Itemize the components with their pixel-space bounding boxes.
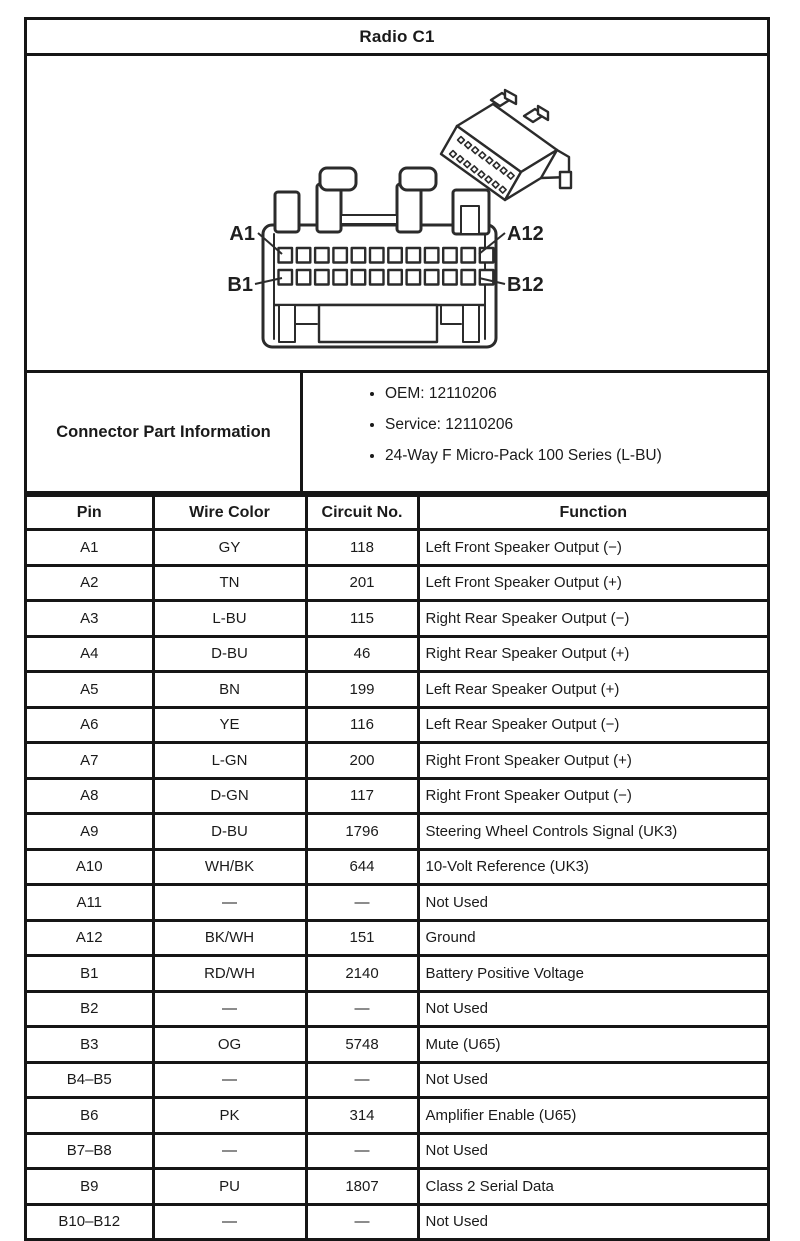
header-circuit-no: Circuit No. bbox=[306, 496, 418, 530]
connector-isometric-view bbox=[441, 90, 571, 200]
function-cell: Mute (U65) bbox=[418, 1027, 767, 1063]
pin-cell: A6 bbox=[27, 707, 153, 743]
pin-slot bbox=[297, 248, 311, 263]
function-cell: 10-Volt Reference (UK3) bbox=[418, 849, 767, 885]
pin-cell: B1 bbox=[27, 956, 153, 992]
wire-color-cell: PK bbox=[153, 1098, 306, 1134]
pin-slot bbox=[407, 248, 421, 263]
table-row bbox=[27, 956, 767, 992]
pin-slot bbox=[315, 270, 329, 285]
table-row bbox=[27, 636, 767, 672]
circuit-no-cell: — bbox=[306, 1133, 418, 1169]
wire-color-cell: RD/WH bbox=[153, 956, 306, 992]
pin-cell: A8 bbox=[27, 778, 153, 814]
pin-label-b1: B1 bbox=[227, 274, 253, 296]
circuit-no-cell: 1807 bbox=[306, 1169, 418, 1205]
pin-slot bbox=[443, 270, 457, 285]
circuit-no-cell: 2140 bbox=[306, 956, 418, 992]
pin-cell: A11 bbox=[27, 885, 153, 921]
function-cell: Left Front Speaker Output (+) bbox=[418, 565, 767, 601]
table-row bbox=[27, 920, 767, 956]
pin-slot bbox=[462, 270, 476, 285]
circuit-no-cell: 118 bbox=[306, 530, 418, 566]
pin-slot bbox=[388, 248, 402, 263]
pin-slot bbox=[480, 248, 494, 263]
table-row bbox=[27, 1133, 767, 1169]
table-row bbox=[27, 1169, 767, 1205]
function-cell: Not Used bbox=[418, 1062, 767, 1098]
function-cell: Ground bbox=[418, 920, 767, 956]
function-cell: Class 2 Serial Data bbox=[418, 1169, 767, 1205]
function-cell: Right Front Speaker Output (−) bbox=[418, 778, 767, 814]
pin-cell: B6 bbox=[27, 1098, 153, 1134]
wire-color-cell: D-GN bbox=[153, 778, 306, 814]
pin-cell: A1 bbox=[27, 530, 153, 566]
pin-slot bbox=[425, 270, 439, 285]
circuit-no-cell: — bbox=[306, 1204, 418, 1238]
wire-color-cell: PU bbox=[153, 1169, 306, 1205]
function-cell: Right Rear Speaker Output (−) bbox=[418, 601, 767, 637]
pin-slot bbox=[462, 248, 476, 263]
pin-slot bbox=[407, 270, 421, 285]
wire-color-cell: YE bbox=[153, 707, 306, 743]
pin-slot bbox=[370, 248, 384, 263]
wire-color-cell: — bbox=[153, 1133, 306, 1169]
wire-color-cell: — bbox=[153, 1204, 306, 1238]
table-row bbox=[27, 1098, 767, 1134]
circuit-no-cell: 1796 bbox=[306, 814, 418, 850]
pin-slot bbox=[370, 270, 384, 285]
function-cell: Right Rear Speaker Output (+) bbox=[418, 636, 767, 672]
function-cell: Amplifier Enable (U65) bbox=[418, 1098, 767, 1134]
circuit-no-cell: — bbox=[306, 1062, 418, 1098]
pin-cell: A4 bbox=[27, 636, 153, 672]
pin-cell: B9 bbox=[27, 1169, 153, 1205]
pin-slot bbox=[315, 248, 329, 263]
function-cell: Not Used bbox=[418, 1133, 767, 1169]
function-cell: Left Rear Speaker Output (−) bbox=[418, 707, 767, 743]
pin-cell: A7 bbox=[27, 743, 153, 779]
circuit-no-cell: 314 bbox=[306, 1098, 418, 1134]
pin-slot bbox=[297, 270, 311, 285]
pin-cell: A3 bbox=[27, 601, 153, 637]
function-cell: Left Front Speaker Output (−) bbox=[418, 530, 767, 566]
table-row bbox=[27, 530, 767, 566]
wire-color-cell: L-BU bbox=[153, 601, 306, 637]
connector-front-view bbox=[263, 168, 496, 347]
pin-cell: A5 bbox=[27, 672, 153, 708]
table-row bbox=[27, 849, 767, 885]
pin-slot bbox=[279, 248, 293, 263]
wire-color-cell: D-BU bbox=[153, 636, 306, 672]
circuit-no-cell: 201 bbox=[306, 565, 418, 601]
circuit-no-cell: 199 bbox=[306, 672, 418, 708]
part-info-row bbox=[27, 373, 767, 494]
table-row bbox=[27, 601, 767, 637]
part-info-content bbox=[303, 373, 767, 491]
pin-table-header bbox=[27, 496, 767, 530]
header-row bbox=[27, 496, 767, 530]
pin-cell: B4–B5 bbox=[27, 1062, 153, 1098]
pin-slot bbox=[480, 270, 494, 285]
pin-label-a1: A1 bbox=[229, 223, 255, 245]
pin-table-body bbox=[27, 530, 767, 1239]
table-row bbox=[27, 778, 767, 814]
pin-cell: B10–B12 bbox=[27, 1204, 153, 1238]
pin-slot bbox=[425, 248, 439, 263]
function-cell: Right Front Speaker Output (+) bbox=[418, 743, 767, 779]
function-cell: Not Used bbox=[418, 885, 767, 921]
pin-slot bbox=[279, 270, 293, 285]
circuit-no-cell: 644 bbox=[306, 849, 418, 885]
table-row bbox=[27, 565, 767, 601]
circuit-no-cell: 46 bbox=[306, 636, 418, 672]
circuit-no-cell: 117 bbox=[306, 778, 418, 814]
pin-cell: B3 bbox=[27, 1027, 153, 1063]
header-pin: Pin bbox=[27, 496, 153, 530]
table-row bbox=[27, 991, 767, 1027]
pin-cell: A2 bbox=[27, 565, 153, 601]
header-wire-color: Wire Color bbox=[153, 496, 306, 530]
part-info-item-service: • Service: 12110206 bbox=[385, 415, 767, 434]
circuit-no-cell: — bbox=[306, 991, 418, 1027]
pin-label-b12: B12 bbox=[507, 274, 544, 296]
circuit-no-cell: 115 bbox=[306, 601, 418, 637]
table-row bbox=[27, 743, 767, 779]
pin-cell: A9 bbox=[27, 814, 153, 850]
pin-cell: A10 bbox=[27, 849, 153, 885]
wire-color-cell: — bbox=[153, 1062, 306, 1098]
wire-color-cell: BN bbox=[153, 672, 306, 708]
table-row bbox=[27, 1027, 767, 1063]
wire-color-cell: D-BU bbox=[153, 814, 306, 850]
circuit-no-cell: 151 bbox=[306, 920, 418, 956]
table-row bbox=[27, 814, 767, 850]
table-row bbox=[27, 1204, 767, 1238]
pin-slot bbox=[333, 248, 347, 263]
pin-table bbox=[27, 494, 767, 1238]
pin-slot bbox=[443, 248, 457, 263]
table-row bbox=[27, 672, 767, 708]
pin-slot bbox=[388, 270, 402, 285]
pin-cell: A12 bbox=[27, 920, 153, 956]
page-title: Radio C1 bbox=[27, 20, 767, 56]
pin-slot bbox=[352, 270, 366, 285]
function-cell: Steering Wheel Controls Signal (UK3) bbox=[418, 814, 767, 850]
wire-color-cell: — bbox=[153, 991, 306, 1027]
pin-cell: B7–B8 bbox=[27, 1133, 153, 1169]
part-info-label: Connector Part Information bbox=[27, 373, 303, 491]
circuit-no-cell: 200 bbox=[306, 743, 418, 779]
pin-slot bbox=[352, 248, 366, 263]
wire-color-cell: GY bbox=[153, 530, 306, 566]
table-row bbox=[27, 885, 767, 921]
part-info-item-series: • 24-Way F Micro-Pack 100 Series (L-BU) bbox=[385, 446, 767, 465]
circuit-no-cell: — bbox=[306, 885, 418, 921]
function-cell: Not Used bbox=[418, 1204, 767, 1238]
table-row bbox=[27, 707, 767, 743]
wire-color-cell: — bbox=[153, 885, 306, 921]
connector-diagram bbox=[27, 56, 767, 370]
wire-color-cell: L-GN bbox=[153, 743, 306, 779]
connector-sheet bbox=[24, 17, 770, 1241]
function-cell: Battery Positive Voltage bbox=[418, 956, 767, 992]
wire-color-cell: WH/BK bbox=[153, 849, 306, 885]
pin-label-a12: A12 bbox=[507, 223, 544, 245]
circuit-no-cell: 116 bbox=[306, 707, 418, 743]
function-cell: Not Used bbox=[418, 991, 767, 1027]
connector-illustration-cell bbox=[27, 56, 767, 373]
part-info-list bbox=[303, 384, 767, 465]
pin-slot bbox=[333, 270, 347, 285]
part-info-item-oem: • OEM: 12110206 bbox=[385, 384, 767, 403]
wire-color-cell: BK/WH bbox=[153, 920, 306, 956]
table-row bbox=[27, 1062, 767, 1098]
function-cell: Left Rear Speaker Output (+) bbox=[418, 672, 767, 708]
wire-color-cell: TN bbox=[153, 565, 306, 601]
circuit-no-cell: 5748 bbox=[306, 1027, 418, 1063]
pin-cell: B2 bbox=[27, 991, 153, 1027]
wire-color-cell: OG bbox=[153, 1027, 306, 1063]
header-function: Function bbox=[418, 496, 767, 530]
